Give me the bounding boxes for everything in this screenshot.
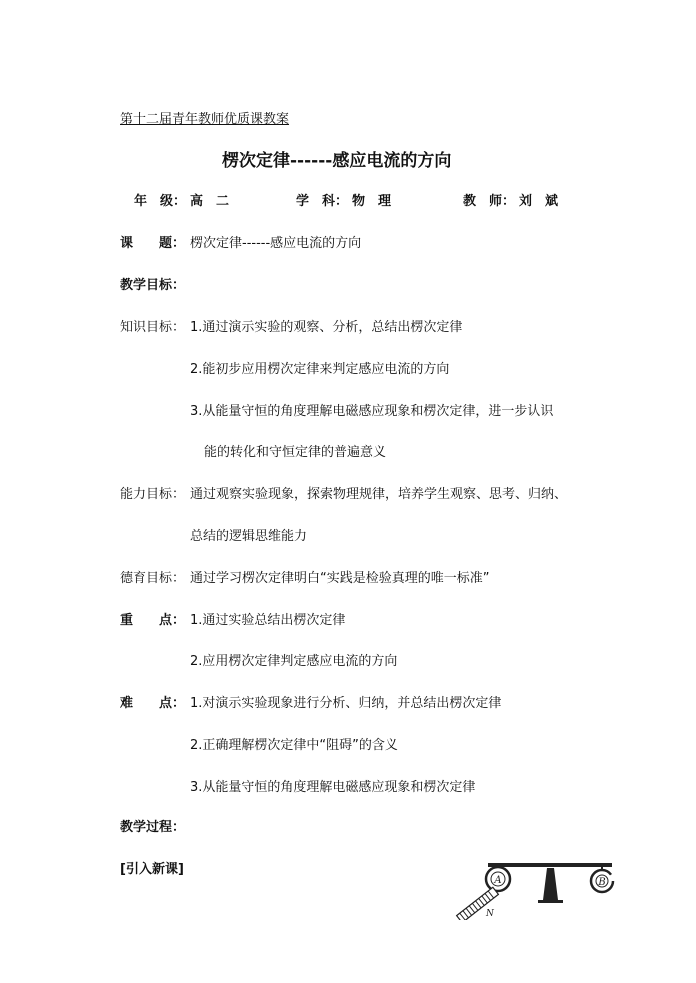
grade-value: 高 二 (190, 194, 230, 209)
ability-goals-label: 能力目标： (120, 487, 186, 502)
lenz-apparatus-diagram (452, 858, 628, 920)
difficult-point-item: 1.对演示实验现象进行分析、归纳，并总结出楞次定律 (190, 696, 502, 711)
difficult-points-label: 难 点： (120, 696, 186, 711)
moral-goal-text: 通过学习楞次定律明白“实践是检验真理的唯一标准” (190, 571, 490, 586)
key-points-label: 重 点： (120, 613, 186, 628)
key-point-item: 1.通过实验总结出楞次定律 (190, 613, 346, 628)
ability-goal-line: 总结的逻辑思维能力 (190, 529, 308, 544)
difficult-point-item: 3.从能量守恒的角度理解电磁感应现象和楞次定律 (190, 780, 476, 795)
difficult-point-item: 2.正确理解楞次定律中“阻碍”的含义 (190, 738, 398, 753)
document-series-header: 第十二届青年教师优质课教案 (120, 112, 290, 127)
moral-goals-label: 德育目标： (120, 571, 186, 586)
knowledge-goal-item: 3.从能量守恒的角度理解电磁感应现象和楞次定律，进一步认识 (190, 404, 554, 419)
subject-value: 物 理 (352, 194, 392, 209)
goals-heading: 教学目标： (120, 278, 186, 293)
document-title: 楞次定律------感应电流的方向 (222, 151, 452, 171)
knowledge-goals-label: 知识目标： (120, 320, 186, 335)
ring-b-label: B (598, 877, 606, 888)
knowledge-goal-item: 2.能初步应用楞次定律来判定感应电流的方向 (190, 362, 450, 377)
ability-goal-line: 通过观察实验现象，探索物理规律，培养学生观察、思考、归纳、 (190, 487, 568, 502)
magnet-pole-label: N (486, 909, 494, 919)
intro-new-lesson-heading: [引入新课] (120, 862, 184, 877)
balance-beam (488, 863, 612, 867)
grade-label: 年 级： (134, 194, 187, 209)
topic-value: 楞次定律------感应电流的方向 (190, 236, 362, 251)
topic-label: 课 题： (120, 236, 186, 251)
teacher-label: 教 师： (463, 194, 516, 209)
pivot-stand (543, 868, 558, 900)
stand-base (538, 900, 563, 903)
knowledge-goal-item-continued: 能的转化和守恒定律的普遍意义 (204, 445, 387, 460)
key-point-item: 2.应用楞次定律判定感应电流的方向 (190, 654, 398, 669)
subject-label: 学 科： (296, 194, 349, 209)
teacher-value: 刘 斌 (519, 194, 559, 209)
ring-a-label: A (494, 875, 502, 886)
process-heading: 教学过程： (120, 820, 186, 835)
knowledge-goal-item: 1.通过演示实验的观察、分析，总结出楞次定律 (190, 320, 463, 335)
